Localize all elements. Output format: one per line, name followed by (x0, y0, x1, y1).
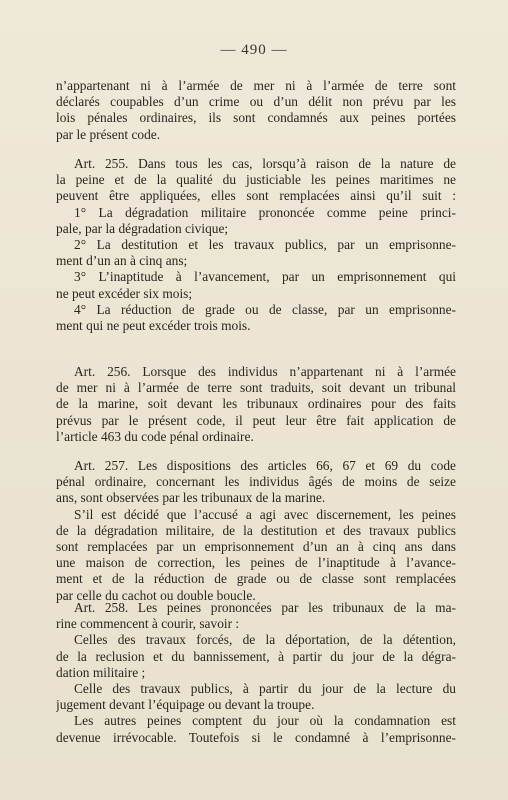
text-line: Celles des travaux forcés, de la déportation, de la détention, (74, 632, 456, 648)
paragraph (56, 156, 456, 334)
text-line: 2° La destitution et les travaux publics, par un emprisonne- (74, 237, 456, 253)
text-line: ment qui ne peut excéder trois mois. (56, 318, 251, 334)
text-line: pénal ordinaire, concernant les individus âgés de moins de seize (56, 474, 456, 490)
text-line: sont remplacées par un emprisonnement d’un an à cinq ans dans (56, 539, 456, 555)
text-line: une maison de correction, les peines de l’inaptitude à l’avance- (56, 555, 456, 571)
text-line: jugement devant l’équipage ou devant la troupe. (56, 697, 315, 713)
text-line: de mer ni à l’armée de terre sont traduits, soit devant un tribunal (56, 380, 456, 396)
text-line: Art. 257. Les dispositions des articles 66, 67 et 69 du code (74, 458, 456, 473)
text-line: prévus par le présent code, il peut leur être fait application de (56, 412, 456, 428)
text-line: rine commencent à courir, savoir : (56, 616, 240, 632)
text-line: l’article 463 du code pénal ordinaire. (56, 428, 254, 444)
text-line: ans, sont observées par les tribunaux de la marine. (56, 490, 326, 506)
text-line: lois pénales ordinaires, ils sont condamnés aux peines portées (56, 110, 456, 126)
paragraph (56, 458, 456, 604)
text-line: n’appartenant ni à l’armée de mer ni à l’armée de terre sont (56, 78, 456, 93)
text-line: ment et de la réduction de grade ou de classe sont remplacées (56, 571, 456, 587)
text-line: 1° La dégradation militaire prononcée comme peine princi- (74, 204, 456, 220)
text-line: Art. 256. Lorsque des individus n’appartenant ni à l’armée (74, 364, 456, 379)
text-line: par celle du cachot ou double boucle. (56, 587, 256, 603)
text-line: ne peut excéder six mois; (56, 285, 193, 301)
paragraph (56, 600, 456, 746)
text-line: la peine et de la qualité du justiciable les peines maritimes ne (56, 172, 456, 188)
text-line: Art. 258. Les peines prononcées par les tribunaux de la ma- (74, 600, 456, 615)
text-line: pale, par la dégradation civique; (56, 220, 229, 236)
text-line: 4° La réduction de grade ou de classe, par un emprisonne- (74, 301, 456, 317)
text-line: par le présent code. (56, 126, 161, 142)
text-line: dation militaire ; (56, 664, 146, 680)
text-line: de la reclusion et du bannissement, à partir du jour de la dégra- (56, 648, 456, 664)
text-line: ment d’un an à cinq ans; (56, 253, 188, 269)
text-line: devenue irrévocable. Toutefois si le condamné à l’emprisonne- (56, 729, 456, 745)
text-line: Art. 255. Dans tous les cas, lorsqu’à raison de la nature de (74, 156, 456, 171)
text-line: peuvent être appliquées, elles sont remplacées ainsi qu’il suit : (56, 188, 456, 204)
text-line: déclarés coupables d’un crime ou d’un délit non prévu par les (56, 94, 456, 110)
paragraph (56, 78, 456, 143)
text-line: de la dégradation militaire, de la destitution et des travaux publics (56, 522, 456, 538)
text-line: Les autres peines comptent du jour où la condamnation est (74, 713, 456, 729)
paragraph (56, 364, 456, 445)
text-line: Celle des travaux publics, à partir du jour de la lecture du (74, 681, 456, 697)
text-line: 3° L’inaptitude à l’avancement, par un emprisonnement qui (74, 269, 456, 285)
text-line: S’il est décidé que l’accusé a agi avec discernement, les peines (74, 506, 456, 522)
text-line: de la marine, soit devant les tribunaux ordinaires pour des faits (56, 396, 456, 412)
page-number: — 490 — (220, 42, 288, 58)
